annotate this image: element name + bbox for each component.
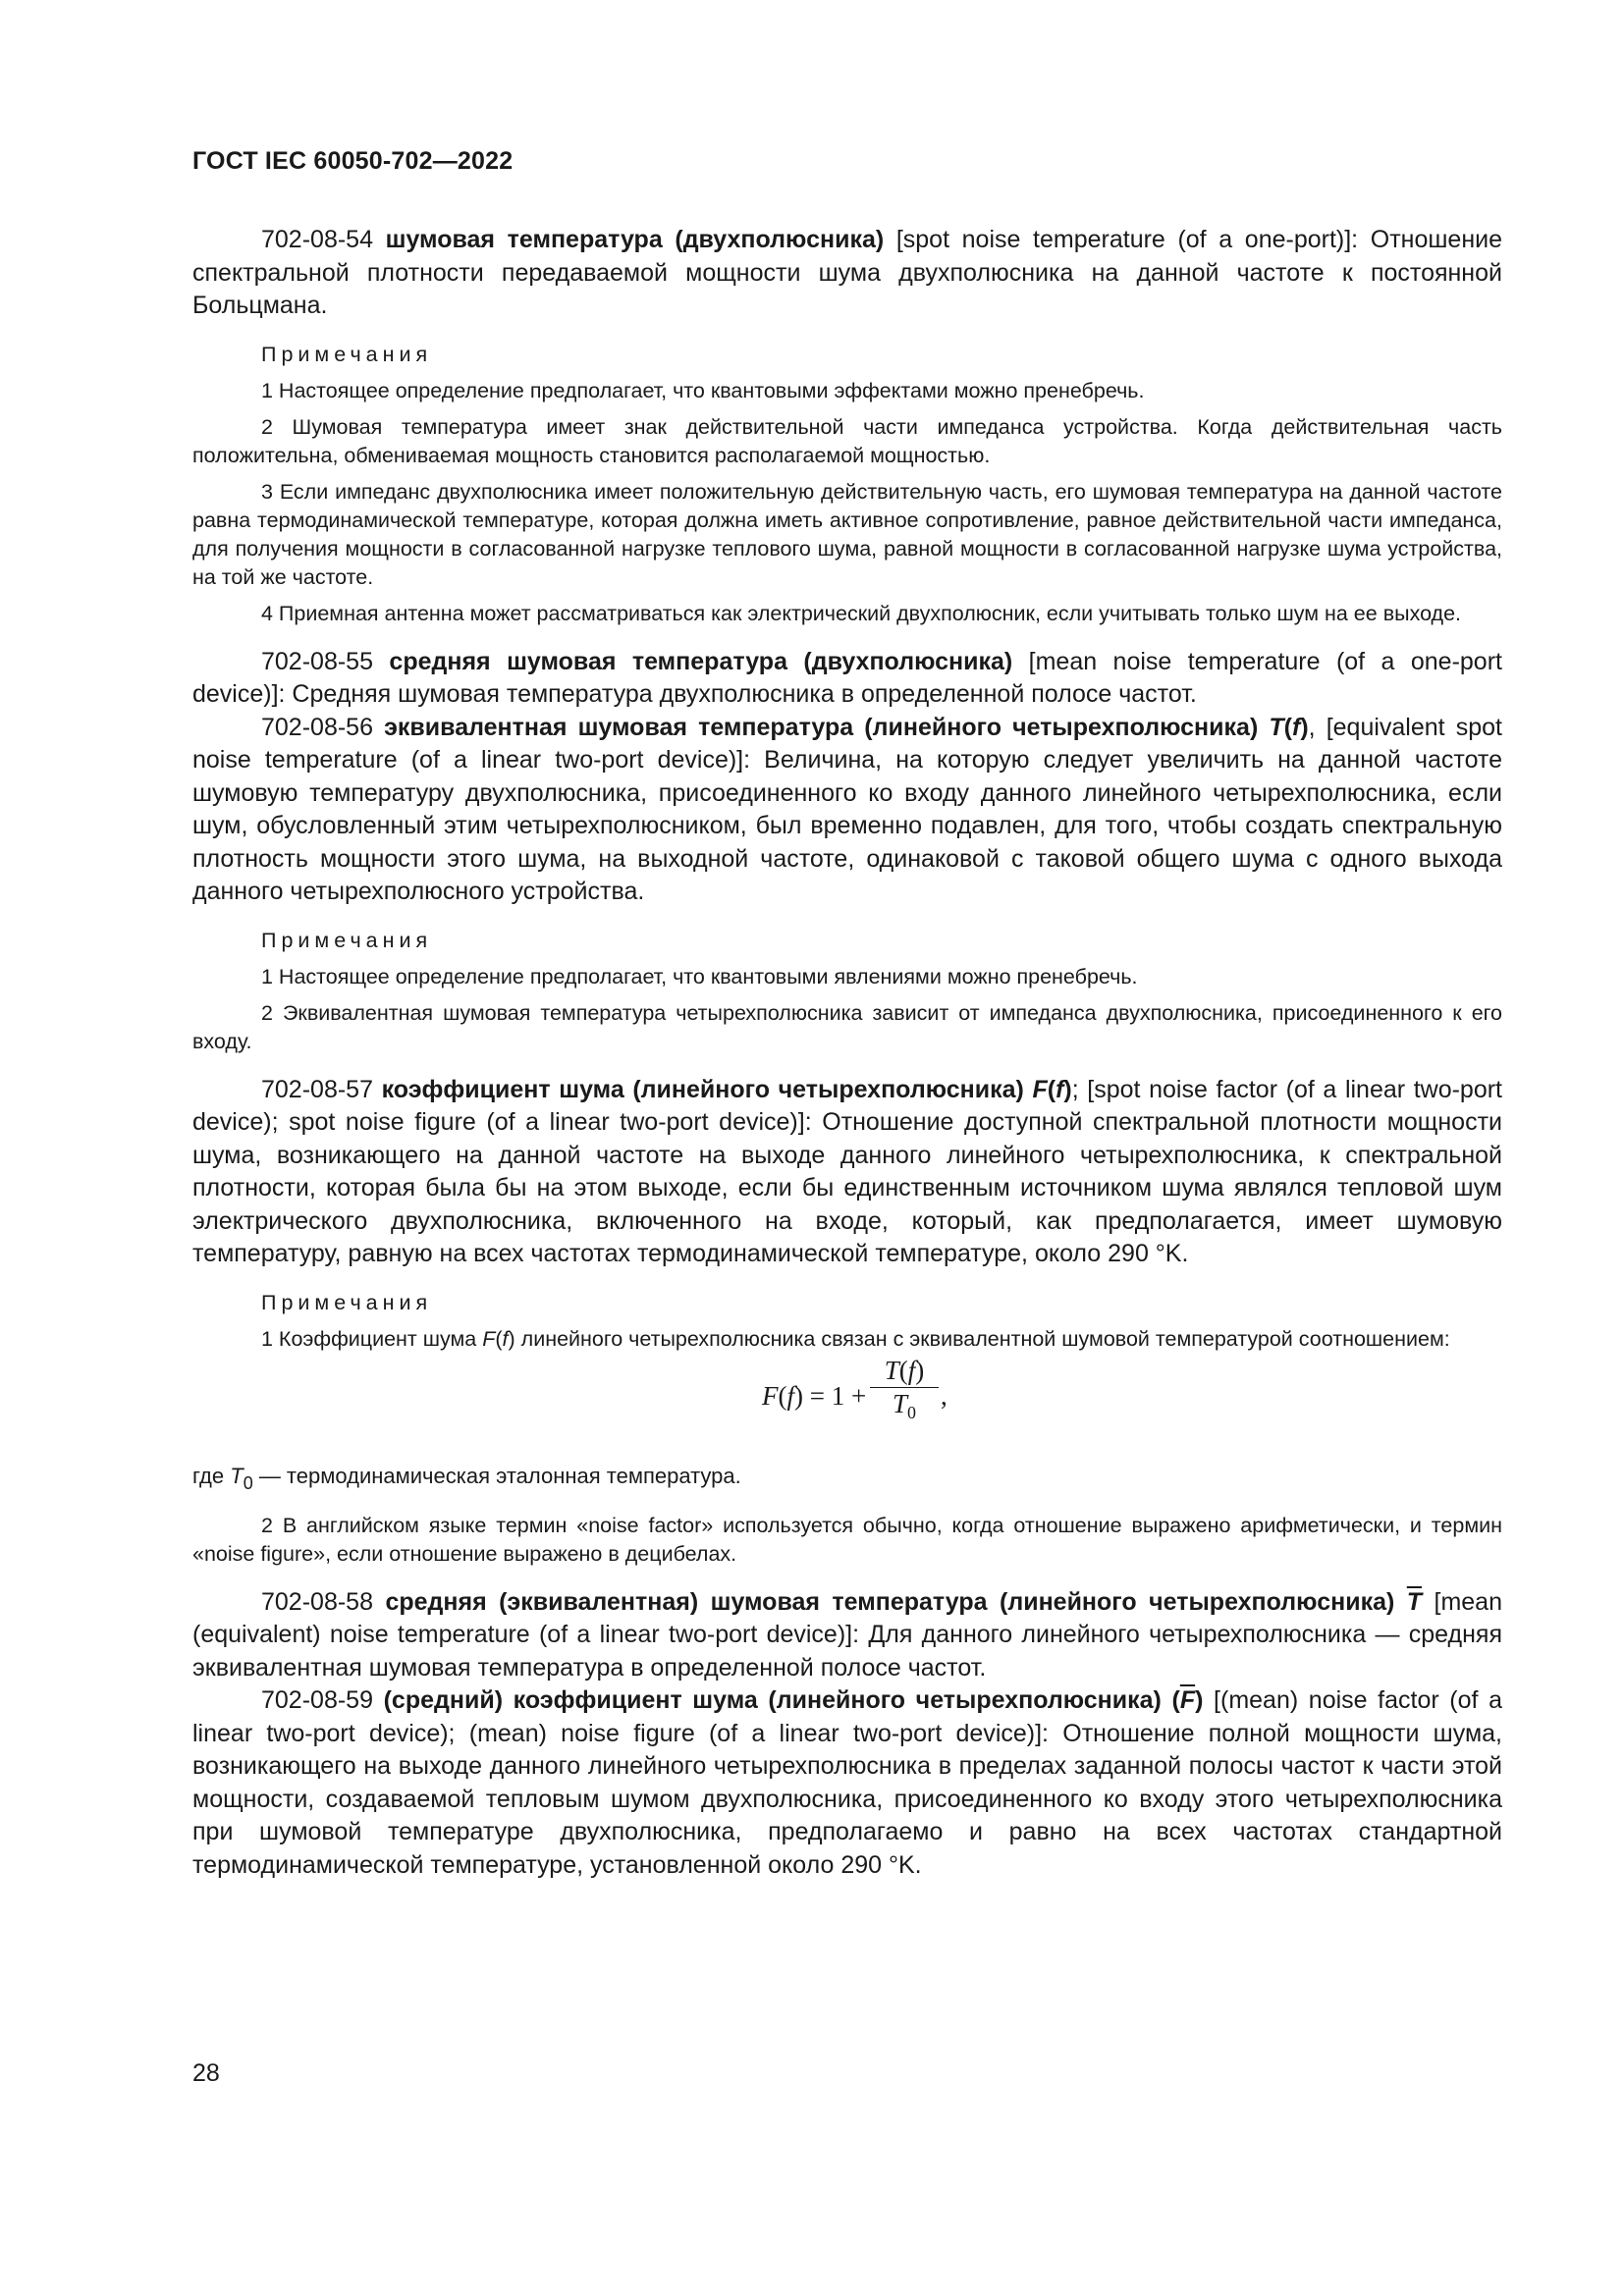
formula-denominator — [870, 1389, 939, 1423]
formula-f: f — [907, 1355, 916, 1385]
entry-term: средняя шумовая температура (двухполюсника) — [389, 647, 1013, 675]
symbol-T: T — [1269, 713, 1284, 741]
standard-header: ГОСТ IEC 60050-702—2022 — [192, 147, 514, 175]
note-2: 2 Шумовая температура имеет знак действительной части импеданса устройства. Когда действительная часть положительна, обмениваемая мощность становится располагаемой мощностью. — [192, 414, 1502, 467]
note-4: 4 Приемная антенна может рассматриваться как электрический двухполюсник, если учитывать только шум на ее выходе. — [261, 601, 1462, 625]
noise-factor-formula — [192, 1354, 1502, 1462]
formula-T: T — [884, 1355, 899, 1385]
symbol-T-mean: $\overline{T}$ — [1406, 1587, 1423, 1616]
formula-fraction — [870, 1356, 939, 1423]
notes-heading: Примечания — [261, 928, 433, 952]
formula-comma: , — [941, 1380, 947, 1411]
entry-number: 702-08-58 — [261, 1587, 373, 1616]
entry-number: 702-08-57 — [261, 1075, 373, 1103]
symbol-paren: ( — [1283, 713, 1292, 741]
formula-lhs — [762, 1381, 866, 1412]
note-1: 1 Настоящее определение предполагает, что квантовыми эффектами можно пренебречь. — [261, 378, 1145, 402]
entry-702-08-54 — [192, 224, 1502, 323]
note-3: 3 Если импеданс двухполюсника имеет положительную действительную часть, его шумовая температура на данной частоте равна термодинамической температуре, которая должна иметь активное сопротивление, равное действительной части импеданса, для получения мощности в согласованной нагрузке теплового шума, равной мощности в согласованной нагрузке шума устройства, на той же частоте. — [192, 479, 1502, 589]
entry-definition: [spot noise temperature (of a one-port)]: Отношение спектральной плотности передаваемой мощности шума двухполюсника на данной частоте к постоянной Больцмана. — [192, 226, 1502, 319]
entry-definition: , [equivalent spot noise temperature (of a linear two-port device)]: Величина, на которую следует увеличить на данной частоте шумовую температуру двухполюсника, присоединенного ко входу данного линейного четырехполюсника, если шум, обусловленный этим четырехполюсником, был временно подавлен, для того, чтобы создать спектральную плотность мощности этого шума, на выходной частоте, одинаковой с таковой общего шума с одного выхода данного четырехполюсного устройства. — [192, 713, 1502, 905]
formula-f: f — [786, 1380, 795, 1411]
symbol-paren: ) — [1063, 1075, 1072, 1103]
entry-term: шумовая температура (двухполюсника) — [385, 226, 885, 253]
entry-term: эквивалентная шумовая температура (линейного четырехполюсника) — [384, 713, 1259, 741]
entry-number: 702-08-55 — [261, 647, 373, 675]
formula-equals-one-plus: = 1 + — [803, 1380, 867, 1411]
entry-702-08-56 — [192, 712, 1502, 909]
entry-term: (средний) коэффициент шума (линейного четырехполюсника) — [383, 1686, 1162, 1714]
document-body — [192, 224, 1502, 1882]
symbol-paren: ) — [1300, 713, 1309, 741]
symbol-f: f — [1291, 713, 1301, 741]
entry-term: средняя (эквивалентная) шумовая температура (линейного четырехполюсника) — [385, 1587, 1395, 1616]
where-text: — термодинамическая эталонная температура. — [252, 1463, 741, 1488]
entry-term: коэффициент шума (линейного четырехполюсника) — [381, 1075, 1024, 1103]
formula-paren: ) — [915, 1355, 925, 1385]
entry-number: 702-08-54 — [261, 226, 373, 253]
formula-paren: ( — [778, 1380, 787, 1411]
symbol-f: f — [1056, 1075, 1064, 1103]
symbol-paren: ) — [1195, 1686, 1204, 1714]
symbol-F-mean: $\overline{F}$ — [1179, 1686, 1196, 1714]
entry-702-08-59 — [192, 1684, 1502, 1882]
symbol-paren: ( — [1047, 1075, 1056, 1103]
symbol-paren: ( — [495, 1326, 503, 1351]
note-text: ) линейного четырехполюсника связан с эквивалентной шумовой температурой соотношением: — [508, 1326, 1450, 1351]
symbol-F: F — [1032, 1075, 1048, 1103]
notes-heading: Примечания — [261, 1290, 433, 1314]
entry-number: 702-08-56 — [261, 713, 373, 741]
entry-definition: [(mean) noise factor (of a linear two-port device); (mean) noise figure (of a linear two-port device)]: Отношение полной мощности шума, возникающего на выходе данного линейного четырехполюсника в пределах заданной полосы частот к части этой мощности, создаваемой тепловым шумом двухполюсника, присоединенного ко входу этого четырехполюсника при шумовой температуре двухполюсника, предполагаемо и равно на всех частотах стандартной термодинамической температуре, установленной около 290 °K. — [192, 1686, 1502, 1879]
formula-where — [192, 1462, 1502, 1498]
entry-definition: [mean (equivalent) noise temperature (of a linear two-port device)]: Для данного линейного четырехполюсника — средняя эквивалентная шумовая температура в определенной полосе частот. — [192, 1587, 1502, 1682]
note-1 — [192, 1325, 1502, 1354]
entry-702-08-55 — [192, 646, 1502, 712]
symbol-f: f — [502, 1326, 509, 1351]
symbol-T: T — [230, 1463, 244, 1488]
symbol-F: F — [482, 1326, 496, 1351]
note-text: 1 Коэффициент шума — [261, 1326, 483, 1351]
symbol-subscript: 0 — [243, 1472, 253, 1493]
fraction-bar — [870, 1387, 939, 1388]
page-number: 28 — [192, 2059, 220, 2087]
entry-702-08-57 — [192, 1074, 1502, 1271]
symbol-paren: ( — [1171, 1686, 1180, 1714]
note-2: 2 В английском языке термин «noise factor» используется обычно, когда отношение выражено арифметически, и термин «noise figure», если отношение выражено в децибелах. — [192, 1513, 1502, 1566]
entry-definition: ; [spot noise factor (of a linear two-port device); spot noise figure (of a linear two-port device)]: Отношение доступной спектральной плотности мощности шума, возникающего на данной частоте на выходе данного линейного четырехполюсника, к спектральной плотности, которая была бы на этом выходе, если бы единственным источником шума являлся тепловой шум электрического двухполюсника, включенного на входе, который, как предполагается, имеет шумовую температуру, равную на всех частотах термодинамической температуре, около 290 °K. — [192, 1075, 1503, 1267]
formula-paren: ) — [794, 1380, 804, 1411]
formula-paren: ( — [898, 1355, 908, 1385]
notes-heading: Примечания — [261, 342, 433, 366]
entry-702-08-58 — [192, 1586, 1502, 1685]
entry-definition: [mean noise temperature (of a one-port device)]: Средняя шумовая температура двухполюсника в определенной полосе частот. — [192, 647, 1502, 708]
entry-number: 702-08-59 — [261, 1686, 373, 1714]
where-text: где — [192, 1463, 231, 1488]
formula-subscript: 0 — [907, 1402, 917, 1422]
formula-T: T — [892, 1388, 908, 1418]
note-2: 2 Эквивалентная шумовая температура четырехполюсника зависит от импеданса двухполюсника, присоединенного к его входу. — [192, 1000, 1502, 1053]
formula-numerator — [870, 1356, 939, 1386]
formula-F: F — [762, 1380, 779, 1411]
note-1: 1 Настоящее определение предполагает, что квантовыми явлениями можно пренебречь. — [261, 964, 1138, 988]
